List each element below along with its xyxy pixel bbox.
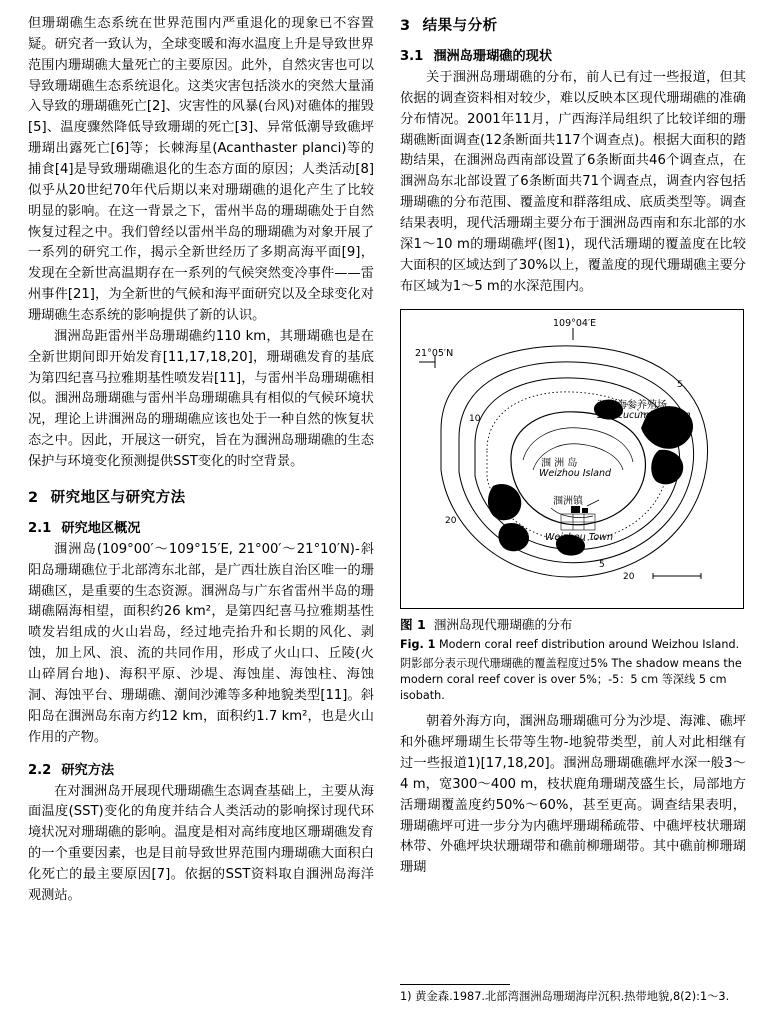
isobath-label-20a: 20	[445, 516, 457, 527]
footnote	[400, 981, 746, 1006]
map-label-island-en: Weizhou Island	[539, 468, 612, 480]
section-title: 研究地区与研究方法	[50, 489, 186, 506]
paragraph-body: 朝着外海方向，涠洲岛珊瑚礁可分为沙堤、海滩、礁坪和外礁坪珊瑚生长带等生物-地貌带类型，前人对此相继有过一些报道1)[17,18,20]。涠洲岛珊瑚礁礁坪水深一般3～4 m，宽300～400 m，枝状鹿角珊瑚茂盛生长，局部地方活珊瑚覆盖度约50%～60%，甚至更高。调查结果表明，珊瑚礁坪可进一步分为内礁坪珊瑚稀疏带、中礁坪枝状珊瑚林带、外礁坪块状珊瑚带和礁前柳珊瑚带。其中礁前柳珊瑚珊瑚	[400, 714, 746, 876]
figure-note-cn: 阴影部分表示现代珊瑚礁的覆盖程度过5%	[400, 656, 608, 670]
paragraph-body: 涠洲岛距雷州半岛珊瑚礁约110 km，其珊瑚礁也是在全新世期间即开始发育[11,17,18,20]，珊瑚礁发育的基底为第四纪喜马拉雅期基性喷发岩[11]，与雷州半岛珊瑚礁相似。涠洲岛珊瑚礁与雷州半岛珊瑚礁具有相似的气候环境状况，理论上讲涠洲岛的珊瑚礁应该也处于一种自然的恢复状态之中。因此，开展这一研究，旨在为涠洲岛珊瑚礁的生态保护与环境变化预测提供SST变化的时空背景。	[28, 328, 374, 470]
subsection-number: 3.1	[400, 49, 424, 64]
map-label-farm-cn: 涠洲海参养殖场	[597, 400, 667, 412]
section-number: 3	[400, 18, 411, 34]
right-column	[400, 14, 746, 1012]
figure-title-en: Modern coral reef distribution around Weizhou Island.	[438, 638, 740, 652]
subsection-title: 研究方法	[61, 762, 115, 778]
isobath-label-5b: 5	[599, 560, 605, 571]
subsection-title: 涠洲岛珊瑚礁的现状	[433, 49, 553, 64]
figure-1-caption	[400, 616, 746, 704]
isobath-label-10: 10	[469, 414, 481, 425]
section-title: 结果与分析	[422, 18, 498, 34]
paragraph-body: 涠洲岛(109°00′～109°15′E, 21°00′～21°10′N)-斜阳岛珊瑚礁位于北部湾东北部，是广西壮族自治区唯一的珊瑚礁区，是重要的生态资源。涠洲岛与广东省雷州半岛的珊瑚礁隔海相望，面积约26 km²，是第四纪喜马拉雅期基性喷发岩组成的火山岩岛，经过地壳抬升和长期的风化、剥蚀，加上风、浪、流的共同作用，形成了火山口、丘陵(火山碎屑台地)、海积平原、沙堤、海蚀崖、海蚀柱、海蚀洞、海蚀平台、珊瑚礁、潮间沙滩等多种地貌类型[11]。斜阳岛在涠洲岛东南方约12 km，面积约1.7 km²，也是火山作用的产物。	[28, 541, 374, 745]
map-label-farm-en: Sea cucumber farm	[597, 410, 691, 422]
isobath-label-5: 5	[677, 380, 683, 391]
footnote-divider	[400, 984, 510, 985]
paragraph-body: 但珊瑚礁生态系统在世界范围内严重退化的现象已不容置疑。研究者一致认为，全球变暖和海水温度上升是导致世界范围内珊瑚礁大量死亡的主要原因。此外，自然灾害也可以导致珊瑚礁生态系统退化。这类灾害包括淡水的突然大量涌入导致的珊瑚礁死亡[2]、灾害性的风暴(台风)对礁体的摧毁[5]、温度骤然降低导致珊瑚的死亡[3]、异常低潮导致礁坪珊瑚出露死亡[6]等；长棘海星(Acanthaster planci)等的捕食[4]是导致珊瑚礁退化的生态方面的原因；人类活动[8]似乎从20世纪70年代后期以来对珊瑚礁的退化产生了比较明显的影响。在这一背景之下，雷州半岛的珊瑚礁处于自然恢复过程之中。我们曾经以雷州半岛的珊瑚礁为对象开展了一系列的研究工作，揭示全新世经历了多期高海平面[9]，发现在全新世高温期存在一系列的气候突然变冷事件——雷州事件[21]，为全新世的气候和海平面研究以及全球变化对珊瑚礁生态系统的影响提供了新的认识。	[28, 16, 374, 324]
subsection-title: 研究地区概况	[61, 520, 141, 536]
map-label-town-en: Weizhou Town	[545, 532, 613, 544]
figure-label-cn: 图 1	[400, 617, 426, 633]
map-label-town-cn: 涠洲镇	[553, 496, 583, 508]
section-heading-2-1	[28, 517, 374, 536]
section-heading-2-2	[28, 759, 374, 778]
paragraph-body: 关于涠洲岛珊瑚礁的分布，前人已有过一些报道，但其依据的调查资料相对较少，难以反映本区现代珊瑚礁的准确分布情况。2001年11月，广西海洋局组织了比较详细的珊瑚礁断面调查(12条断面共117个调查点)。根据大面积的踏勘结果，在涠洲岛西南部设置了6条断面共46个调查点，在涠洲岛东北部设置了6条断面共71个调查点，调查内容包括珊瑚礁的分布范围、覆盖度和群落组成、底质类型等。调查结果表明，现代活珊瑚主要分布于涠洲岛西南和东北部的水深1～10 m的珊瑚礁坪(图1)，现代活珊瑚的覆盖度在比较大面积的区域达到了30%以上，覆盖度的现代珊瑚礁主要分布区域为1～5 m的水深范围内。	[400, 70, 746, 294]
footnote-text: 1) 黄金森.1987.北部湾涠洲岛珊瑚海岸沉积.热带地貌,8(2):1～3.	[400, 990, 730, 1004]
figure-label-en: Fig. 1	[400, 638, 436, 652]
left-column	[28, 14, 374, 1012]
subsection-number: 2.2	[28, 762, 52, 778]
figure-1-map	[400, 309, 744, 609]
two-column-layout	[28, 14, 749, 1012]
longitude-label: 109°04′E	[553, 318, 597, 330]
figure-1	[400, 309, 746, 704]
map-label-island-cn: 涠 洲 岛	[541, 458, 578, 470]
figure-note-en: The shadow means the modern coral reef cover is over 5%；-5：5 cm 等深线 5 cm isobath.	[400, 656, 742, 703]
section-number: 2	[28, 489, 39, 506]
figure-title-cn: 涠洲岛现代珊瑚礁的分布	[433, 617, 573, 633]
section-heading-2	[28, 486, 374, 507]
subsection-number: 2.1	[28, 520, 52, 536]
section-heading-3-1	[400, 45, 746, 64]
latitude-label: 21°05′N	[415, 348, 454, 360]
paragraph-body: 在对涠洲岛开展现代珊瑚礁生态调查基础上，主要从海面温度(SST)变化的角度并结合人类活动的影响探讨现代环境状况对珊瑚礁的影响。温度是相对高纬度地区珊瑚礁发育的一个重要因素，也是目前导致世界范围内珊瑚礁大面积白化死亡的最主要原因[7]。依据的SST资料取自涠洲岛海洋观测站。	[28, 783, 374, 903]
section-heading-3	[400, 14, 746, 35]
isobath-label-20b: 20	[623, 572, 635, 583]
